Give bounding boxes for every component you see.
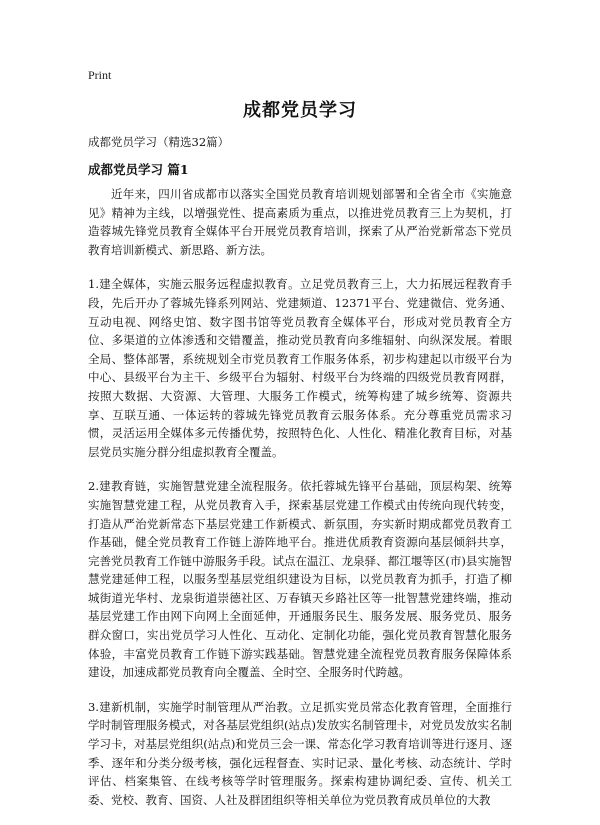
paragraph-1: 1.建全媒体，实施云服务远程虚拟教育。立足党员教育三上，大力拓展远程教育手段，先后开办了蓉城先锋系列网站、党建频道、12371平台、党建微信、党务通、互动电视、网络史馆、数字图书馆等党员教育全媒体平台，形成对党员教育全方位、多渠道的立体渗透和交错覆盖，推动党员教育向多维辐射、向纵深发展。着眼全局、整体部署，系统规划全市党员教育工作服务体系，初步构建起以市级平台为中心、县级平台为主干、乡级平台为辐射、村级平台为终端的四级党员教育网群，按照大数据、大资源、大管理、大服务工作模式，统筹构建了城乡统筹、资源共享、互联互通、一体运转的蓉城先锋党员教育云服务体系。充分尊重党员需求习惯，灵活运用全媒体多元传播优势，按照特色化、人性化、精准化教育目标，对基层党员实施分群分组虚拟教育全覆盖。: [88, 277, 512, 459]
document-title: 成都党员学习: [243, 100, 357, 121]
paragraph-intro: 近年来，四川省成都市以落实全国党员教育培训规划部署和全省全市《实施意见》精神为主线，以增强党性、提高素质为重点，以推进党员教育三上为契机，打造蓉城先锋党员教育全媒体平台开展党员教育培训，探索了从严治党新常态下党员教育培训新模式、新思路、新方法。: [88, 187, 512, 257]
article-body: [88, 185, 512, 825]
paragraph-3: 3.建新机制，实施学时制管理从严治教。立足抓实党员常态化教育管理，全面推行学时制管理服务模式，对各基层党组织(站点)发放实名制管理卡，对党员发放实名制学习卡，对基层党组织(站点)和党员三会一课、常态化学习教育培训等进行逐月、逐季、逐年和分类分级考核，强化远程督查、实时记录、量化考核、动态统计、学时评估、档案集管、在线考核等学时管理服务。探索构建协调纪委、宣传、机关工委、党校、教育、国资、人社及群团组织等相关单位为党员教育成员单位的大教: [88, 699, 512, 807]
print-link[interactable]: Print: [88, 68, 112, 82]
document-subtitle: 成都党员学习（精选32篇）: [88, 135, 230, 149]
paragraph-2: 2.建教育链，实施智慧党建全流程服务。依托蓉城先锋平台基础，顶层构架、统筹实施智慧党建工程，从党员教育入手，探索基层党建工作模式由传统向现代转变，打造从严治党新常态下基层党建工作新模式、新氛围，夯实新时期成都党员教育工作基础，健全党员教育工作链上游阵地平台。推进优质教育资源向基层倾斜共享，完善党员教育工作链中游服务手段。试点在温江、龙泉驿、都江堰等区(市)县实施智慧党建延伸工程，以服务型基层党组织建设为目标，以党员教育为抓手，打造了柳城街道光华村、龙泉街道崇德社区、万春镇天乡路社区等一批智慧党建终端，推动基层党建工作由网下向网上全面延伸，开通服务民生、服务发展、服务党员、服务群众窗口，实出党员学习人性化、互动化、定制化功能，强化党员教育智慧化服务体验，丰富党员教育工作链下游实践基础。智慧党建全流程党员教育服务保障体系建设，加速成都党员教育向全覆盖、全时空、全服务时代跨越。: [88, 479, 512, 680]
section-heading: 成都党员学习 篇1: [88, 162, 189, 177]
